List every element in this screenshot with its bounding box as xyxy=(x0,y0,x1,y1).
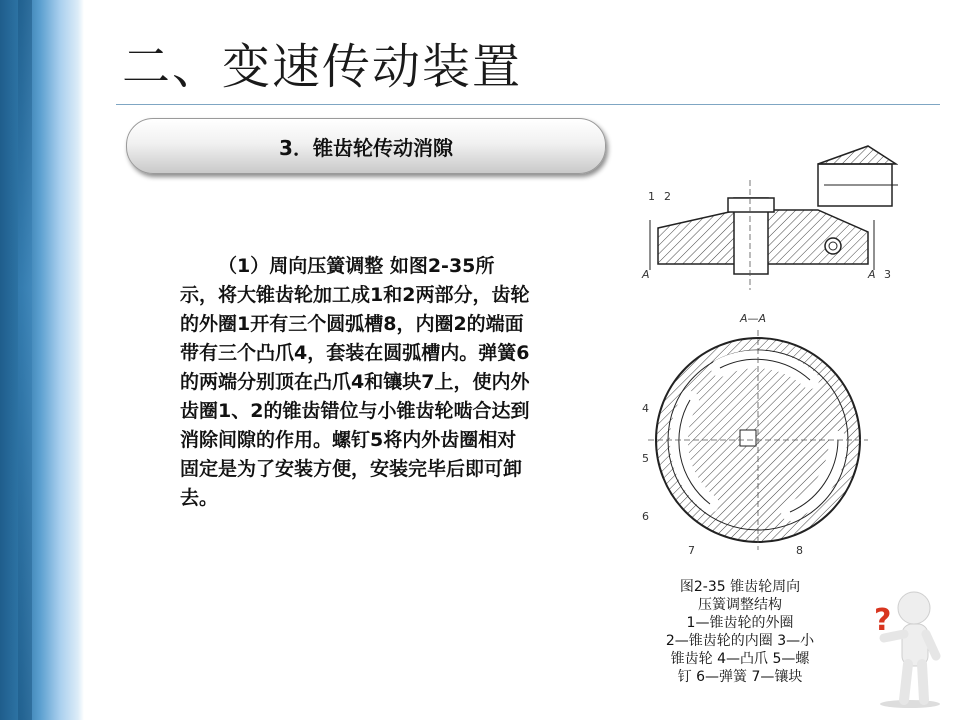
label-7: 7 xyxy=(688,544,695,557)
section-heading: 3．锥齿轮传动消隙 xyxy=(279,135,453,160)
label-3: 3 xyxy=(884,268,891,281)
section-heading-pill xyxy=(126,118,606,174)
label-a-right: A xyxy=(868,268,876,281)
sidebar-stripe xyxy=(18,0,32,720)
title-divider xyxy=(116,104,940,105)
label-5: 5 xyxy=(642,452,649,465)
front-view xyxy=(642,330,868,557)
question-man-icon xyxy=(864,578,948,710)
caption-line: 钉 6—弹簧 7—镶块 xyxy=(677,669,803,685)
label-8: 8 xyxy=(796,544,803,557)
label-1: 1 xyxy=(648,190,655,203)
question-mark-glyph: ? xyxy=(874,603,892,638)
label-6: 6 xyxy=(642,510,649,523)
bevel-gear-diagram xyxy=(628,140,898,560)
section-label: A—A xyxy=(740,312,767,325)
label-2: 2 xyxy=(664,190,671,203)
caption-line: 2—锥齿轮的内圈 3—小 xyxy=(665,633,815,649)
figure-caption xyxy=(640,578,840,686)
caption-line: 锥齿轮 4—凸爪 5—螺 xyxy=(670,651,810,667)
body-paragraph: （1）周向压簧调整 如图2-35所示，将大锥齿轮加工成1和2两部分，齿轮的外圈1开有三个圆弧槽8，内圈2的端面带有三个凸爪4，套装在圆弧槽内。弹簧6的两端分别顶在凸爪4和镶块7上，使内外齿圈1、2的锥齿错位与小锥齿轮啮合达到消除间隙的作用。螺钉5将内外齿圈相对固定是为了安装方便，安装完毕后即可卸去。 xyxy=(180,255,530,509)
caption-line: 1—锥齿轮的外圈 xyxy=(686,615,794,631)
slide-title: 二、变速传动装置 xyxy=(122,39,523,95)
sidebar-decoration xyxy=(0,0,84,720)
caption-line: 压簧调整结构 xyxy=(698,597,782,613)
caption-line: 图2-35 锥齿轮周向 xyxy=(679,579,801,595)
label-4: 4 xyxy=(642,402,649,415)
top-section-view xyxy=(641,146,898,290)
label-a-left: A xyxy=(642,268,650,281)
